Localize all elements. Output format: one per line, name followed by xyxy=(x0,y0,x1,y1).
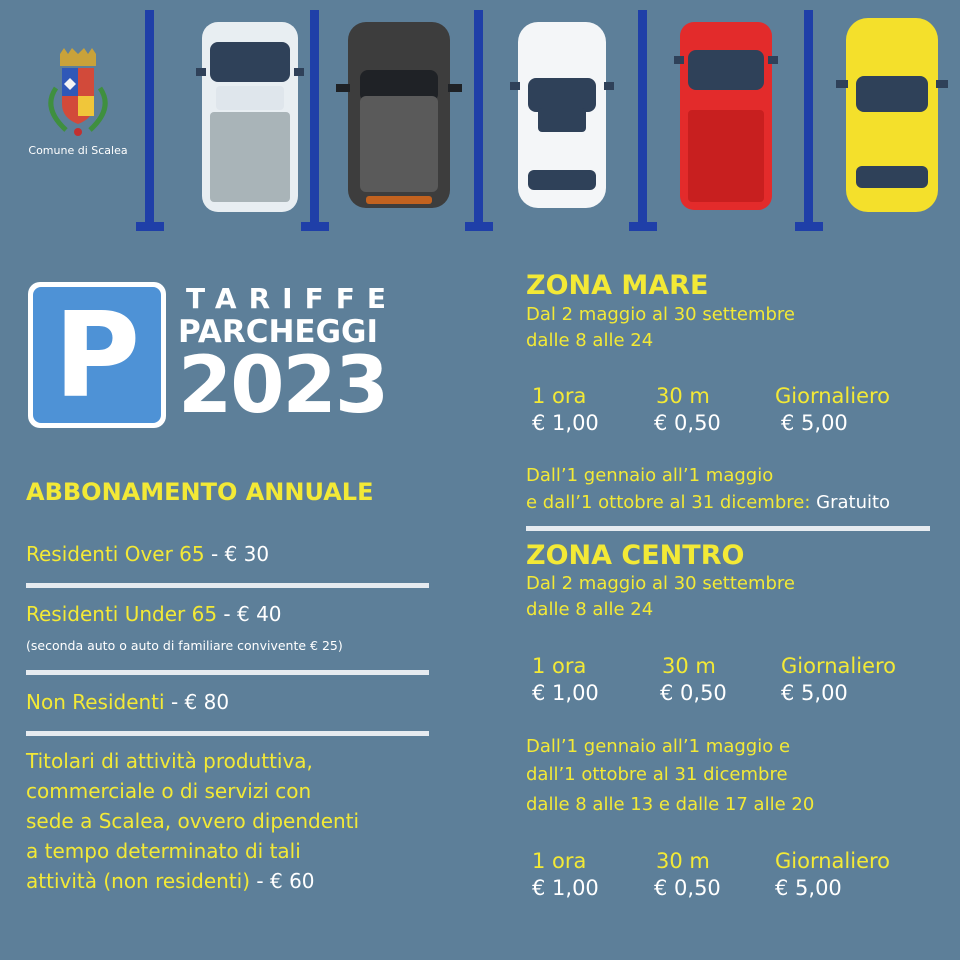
price-value: € 1,00 xyxy=(532,411,599,435)
red-pickup-car-icon xyxy=(674,20,778,212)
titolari-line: attività (non residenti) xyxy=(26,869,251,893)
abbonamento-heading: ABBONAMENTO ANNUALE xyxy=(26,478,374,506)
item-sep: - xyxy=(204,542,225,566)
price-value: € 0,50 xyxy=(660,681,727,705)
price-label: 1 ora xyxy=(532,384,587,408)
price-value: € 1,00 xyxy=(532,681,599,705)
free-label: Gratuito xyxy=(810,492,891,513)
titolari-sep: - xyxy=(250,869,270,893)
zona-centro-off-season: dalle 8 alle 13 e dalle 17 alle 20 xyxy=(526,794,815,815)
price-label: Giornaliero xyxy=(775,849,891,873)
municipality-logo xyxy=(22,48,134,166)
abbonamento-item xyxy=(26,602,282,626)
item-sep: - xyxy=(164,690,185,714)
zona-mare-off-season: Dall’1 gennaio all’1 maggio xyxy=(526,465,774,486)
zona-centro-off-season: dall’1 ottobre al 31 dicembre xyxy=(526,764,788,785)
title-year: 2023 xyxy=(178,341,388,431)
white-car-icon xyxy=(510,20,614,210)
parking-line xyxy=(804,10,813,222)
titolari-line: commerciale o di servizi con xyxy=(26,779,312,803)
price-value: € 1,00 xyxy=(532,876,599,900)
title-tariffe: TARIFFE xyxy=(186,282,398,315)
price-label: Giornaliero xyxy=(781,654,897,678)
parking-line-base xyxy=(301,222,329,231)
zona-centro-heading: ZONA CENTRO xyxy=(526,540,745,571)
zona-centro-period: Dal 2 maggio al 30 settembre xyxy=(526,573,795,594)
abbonamento-item xyxy=(26,690,229,714)
parking-line xyxy=(310,10,319,222)
titolari-line: sede a Scalea, ovvero dipendenti xyxy=(26,809,360,833)
price-value: € 5,00 xyxy=(775,876,842,900)
divider xyxy=(26,670,429,675)
price-label: 30 m xyxy=(656,849,710,873)
title-parcheggi: PARCHEGGI xyxy=(178,314,379,350)
parking-line xyxy=(638,10,647,222)
price-value: € 0,50 xyxy=(654,411,721,435)
item-label: Residenti Over 65 xyxy=(26,542,205,566)
zona-centro-off-season: Dall’1 gennaio all’1 maggio e xyxy=(526,736,791,757)
parking-line xyxy=(145,10,154,222)
zona-mare-off-season xyxy=(526,492,890,513)
coat-of-arms-icon xyxy=(22,48,134,140)
item-sep: - xyxy=(217,602,237,626)
price-label: Giornaliero xyxy=(775,384,891,408)
parking-line-base xyxy=(136,222,164,231)
price-value: € 0,50 xyxy=(654,876,721,900)
white-pickup-car-icon xyxy=(196,20,304,214)
zona-mare-period: Dal 2 maggio al 30 settembre xyxy=(526,304,795,325)
parking-line xyxy=(474,10,483,222)
municipality-name: Comune di Scalea xyxy=(28,144,128,157)
price-label: 1 ora xyxy=(532,654,587,678)
zona-centro-hours: dalle 8 alle 24 xyxy=(526,599,654,620)
price-label: 1 ora xyxy=(532,849,587,873)
parking-sign-icon xyxy=(28,282,166,428)
zona-mare-heading: ZONA MARE xyxy=(526,270,709,301)
item-price: € 30 xyxy=(224,542,270,566)
divider xyxy=(526,526,930,531)
abbonamento-item xyxy=(26,542,269,566)
dark-car-icon xyxy=(336,20,462,210)
zona-mare-hours: dalle 8 alle 24 xyxy=(526,330,654,351)
price-value: € 5,00 xyxy=(781,411,848,435)
price-label: 30 m xyxy=(662,654,716,678)
parking-line-base xyxy=(629,222,657,231)
titolari-line: Titolari di attività produttiva, xyxy=(26,749,313,773)
price-label: 30 m xyxy=(656,384,710,408)
divider xyxy=(26,731,429,736)
yellow-car-icon xyxy=(836,16,948,214)
item-label: Residenti Under 65 xyxy=(26,602,218,626)
item-note: (seconda auto o auto di familiare convivente € 25) xyxy=(26,638,343,653)
parking-line-base xyxy=(795,222,823,231)
off-season-text: e dall’1 ottobre al 31 dicembre: xyxy=(526,492,811,513)
item-label: Non Residenti xyxy=(26,690,165,714)
parking-line-base xyxy=(465,222,493,231)
price-value: € 5,00 xyxy=(781,681,848,705)
item-price: € 40 xyxy=(237,602,282,626)
titolari-line: a tempo determinato di tali xyxy=(26,839,301,863)
titolari-price: € 60 xyxy=(269,869,315,893)
item-price: € 80 xyxy=(184,690,230,714)
divider xyxy=(26,583,429,588)
parking-sign-letter: P xyxy=(53,286,141,424)
titolari-text xyxy=(26,746,426,896)
